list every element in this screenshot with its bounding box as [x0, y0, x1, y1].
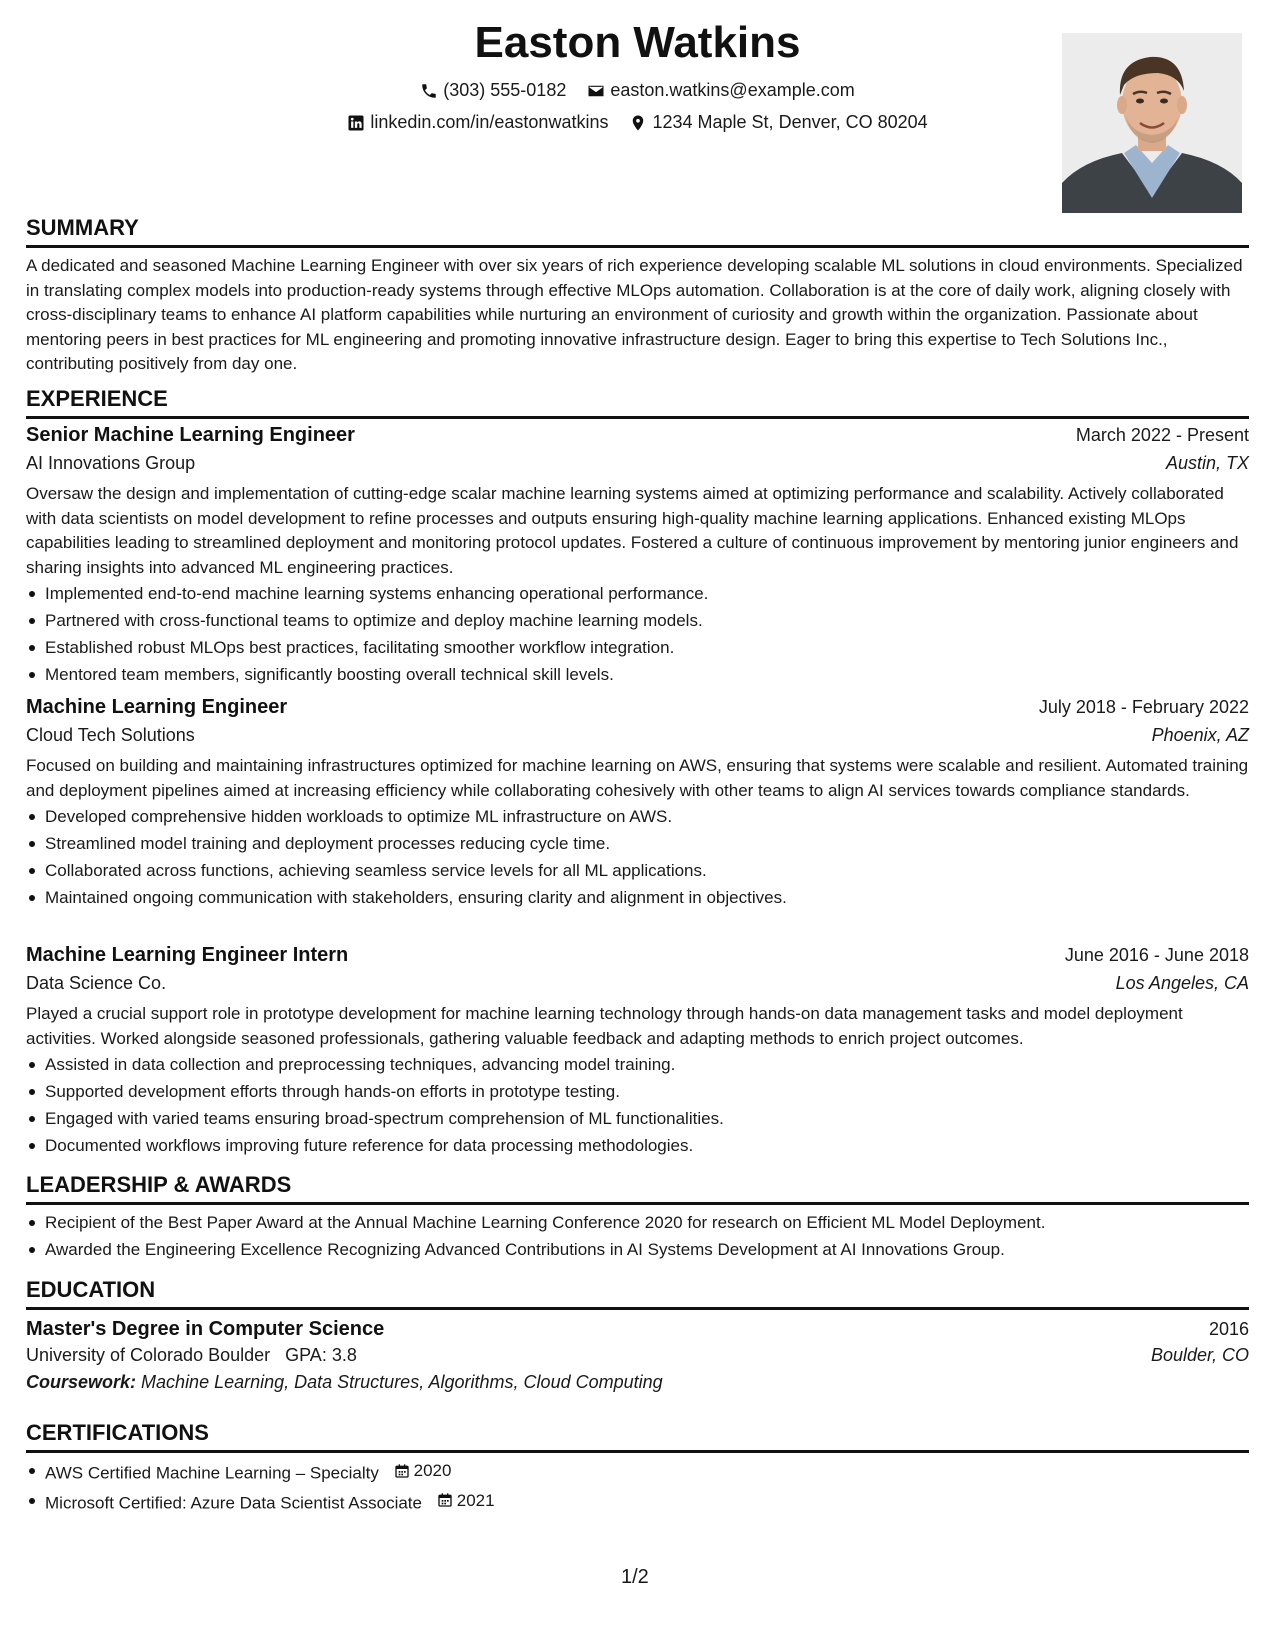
list-item: Documented workflows improving future reference for data processing methodologies. [26, 1132, 1249, 1159]
job-entry [26, 944, 1249, 1159]
list-item: Awarded the Engineering Excellence Recognizing Advanced Contributions in AI Systems Development at AI Innovations Group. [26, 1236, 1249, 1263]
summary-text: A dedicated and seasoned Machine Learning Engineer with over six years of rich experience developing scalable ML solutions in cloud environments. Specialized in translating complex models into production-ready systems through effective MLOps automation. Collaboration is at the core of daily work, aligning closely with cross-disciplinary teams to enhance AI platform capabilities while nurturing an environment of curiosity and growth within the organization. Passionate about mentoring peers in best practices for ML engineering and promoting innovative infrastructure design. Eager to bring this expertise to Tech Solutions Inc., contributing positively from day one. [26, 256, 1243, 373]
candidate-name: Easton Watkins [474, 18, 801, 67]
degree-title: Master's Degree in Computer Science [26, 1318, 385, 1340]
awards-list [26, 1209, 1249, 1263]
list-item [26, 1457, 1249, 1487]
cert-year: 2020 [413, 1461, 452, 1480]
experience-section [26, 386, 1249, 419]
job-dates: March 2022 - Present [1075, 425, 1249, 445]
list-item: Established robust MLOps best practices, facilitating smoother workflow integration. [26, 634, 1249, 661]
list-item: Collaborated across functions, achieving seamless service levels for all ML applications. [26, 857, 1249, 884]
page-number: 1/2 [621, 1566, 649, 1588]
cert-name: AWS Certified Machine Learning – Specialty [45, 1463, 379, 1483]
cert-year: 2021 [456, 1490, 495, 1510]
graduation-year: 2016 [1208, 1319, 1249, 1339]
list-item: Assisted in data collection and preprocessing techniques, advancing model training. [26, 1051, 1249, 1078]
school-info [26, 1345, 357, 1366]
job-location: Phoenix, AZ [1151, 725, 1249, 745]
school-location: Boulder, CO [1150, 1345, 1249, 1365]
job-company: Data Science Co. [26, 973, 167, 993]
map-pin-icon [629, 114, 647, 132]
list-item: Recipient of the Best Paper Award at the Annual Machine Learning Conference 2020 for research on Efficient ML Model Deployment. [26, 1209, 1249, 1236]
cert-date [394, 1457, 452, 1484]
calendar-icon [394, 1463, 410, 1479]
job-description: Oversaw the design and implementation of cutting-edge scalar machine learning systems aimed at optimizing performance and scalability. Actively collaborated with data scientists on model development to refine processes and outputs ensuring high-quality machine learning applications. Enhanced existing MLOps capabilities leading to streamlined deployment and monitoring protocol updates. Fostered a culture of continuous improvement by mentoring junior engineers and sharing insights into advanced ML engineering practices. [26, 484, 1239, 577]
job-title: Machine Learning Engineer Intern [26, 944, 349, 966]
leadership-heading: LEADERSHIP & AWARDS [26, 1172, 1249, 1205]
certifications-list [26, 1457, 1249, 1516]
cert-name: Microsoft Certified: Azure Data Scientist Associate [45, 1493, 422, 1512]
coursework-line [26, 1372, 1249, 1393]
coursework-text: Machine Learning, Data Structures, Algorithms, Cloud Computing [141, 1372, 663, 1392]
coursework-label: Coursework: [26, 1372, 137, 1392]
education-section [26, 1277, 1249, 1393]
experience-heading: EXPERIENCE [26, 386, 1249, 419]
envelope-icon [587, 82, 605, 100]
linkedin-contact[interactable] [347, 112, 608, 133]
calendar-icon [437, 1492, 453, 1508]
certifications-heading: CERTIFICATIONS [26, 1420, 1249, 1453]
gpa-text: GPA: 3.8 [285, 1345, 357, 1365]
education-heading: EDUCATION [26, 1277, 1249, 1310]
resume-header [26, 0, 1249, 215]
email-contact[interactable] [587, 80, 854, 101]
list-item: Maintained ongoing communication with stakeholders, ensuring clarity and alignment in objectives. [26, 884, 1249, 911]
address-text: 1234 Maple St, Denver, CO 80204 [652, 112, 928, 132]
list-item [26, 1487, 1249, 1517]
job-description: Focused on building and maintaining infrastructures optimized for machine learning on AWS, ensuring that systems were scalable and resilient. Automated training and deployment pipelines aimed at increasing efficiency while collaborating cohesively with other teams to align AI services towards compliance standards. [26, 756, 1249, 800]
list-item: Streamlined model training and deployment processes reducing cycle time. [26, 830, 1249, 857]
certifications-section [26, 1420, 1249, 1516]
summary-heading: SUMMARY [26, 215, 1249, 248]
list-item: Implemented end-to-end machine learning systems enhancing operational performance. [26, 580, 1249, 607]
cert-date [437, 1487, 495, 1514]
list-item: Developed comprehensive hidden workloads to optimize ML infrastructure on AWS. [26, 803, 1249, 830]
list-item: Mentored team members, significantly boosting overall technical skill levels. [26, 661, 1249, 688]
job-dates: June 2016 - June 2018 [1064, 945, 1249, 965]
job-description: Played a crucial support role in prototype development for machine learning technology through hands-on data management tasks and model deployment activities. Worked alongside seasoned professionals, gathering valuable feedback and adapting methods to enrich project outcomes. [26, 1004, 1183, 1048]
list-item: Engaged with varied teams ensuring broad-spectrum comprehension of ML functionalities. [26, 1105, 1249, 1132]
job-entry [26, 424, 1249, 688]
job-bullets [26, 803, 1249, 911]
job-bullets [26, 1051, 1249, 1159]
job-location: Austin, TX [1165, 453, 1249, 473]
summary-section [26, 215, 1249, 377]
leadership-section [26, 1172, 1249, 1263]
profile-photo [1062, 33, 1242, 213]
school-name: University of Colorado Boulder [26, 1345, 271, 1365]
job-bullets [26, 580, 1249, 688]
linkedin-text[interactable]: linkedin.com/in/eastonwatkins [370, 112, 609, 132]
job-company: Cloud Tech Solutions [26, 725, 195, 745]
linkedin-icon [347, 114, 365, 132]
job-title: Machine Learning Engineer [26, 696, 288, 718]
job-dates: July 2018 - February 2022 [1038, 697, 1249, 717]
job-location: Los Angeles, CA [1115, 973, 1249, 993]
phone-icon [420, 82, 438, 100]
email-text[interactable]: easton.watkins@example.com [610, 80, 855, 100]
job-entry [26, 696, 1249, 911]
job-title: Senior Machine Learning Engineer [26, 424, 355, 446]
job-company: AI Innovations Group [26, 453, 196, 473]
phone-text: (303) 555-0182 [443, 80, 567, 100]
list-item: Supported development efforts through hands-on efforts in prototype testing. [26, 1078, 1249, 1105]
address-contact [629, 112, 927, 133]
list-item: Partnered with cross-functional teams to optimize and deploy machine learning models. [26, 607, 1249, 634]
phone-contact [420, 80, 566, 101]
